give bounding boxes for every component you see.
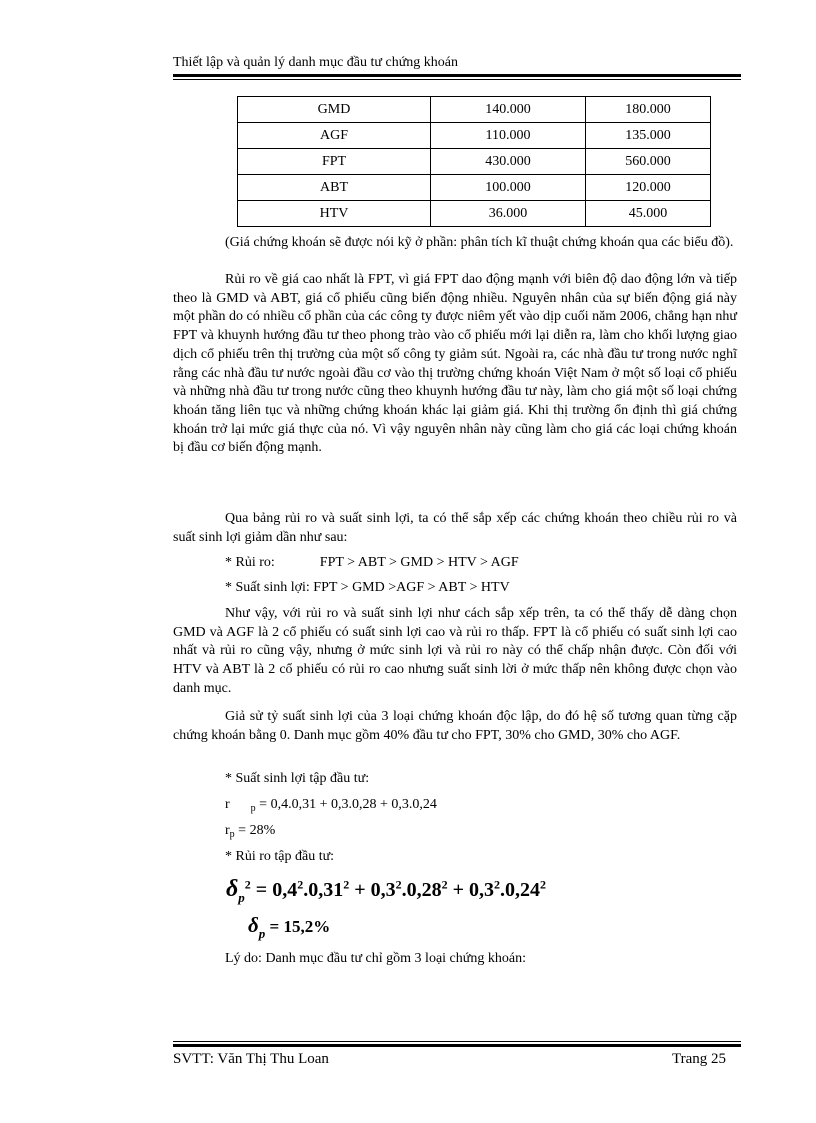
footer-rule-thick — [173, 1044, 741, 1047]
price-table — [237, 96, 711, 227]
stock-code-cell: AGF — [238, 123, 431, 149]
risk-ranking-line — [225, 555, 519, 571]
price-cell: 180.000 — [586, 97, 711, 123]
table-row — [238, 149, 711, 175]
portfolio-return-result: $r_p = 28\%$ — [225, 823, 276, 840]
risk-label: * Rủi ro: — [225, 555, 275, 570]
paragraph-selection: Như vậy, với rủi ro và suất sinh lợi như cách sắp xếp trên, ta có thể thấy dễ dàng chọn GMD và AGF là 2 cổ phiếu có suất sinh lợi cao và rủi ro thấp. FPT là cổ phiếu có suất sinh lợi cao nhất và rủi ro cũng vậy, nhưng ở mức sinh lợi và rủi ro này có thể chấp nhận được. Còn đối với HTV và ABT là 2 cổ phiếu có rủi ro cao nhưng suất sinh lời ở mức thấp nên không được chọn vào danh mục. — [173, 606, 737, 696]
price-cell: 135.000 — [586, 123, 711, 149]
stock-code-cell: GMD — [238, 97, 431, 123]
portfolio-risk-label: * Rủi ro tập đầu tư: — [225, 849, 335, 864]
stock-code-cell: FPT — [238, 149, 431, 175]
price-cell: 45.000 — [586, 201, 711, 227]
price-cell: 110.000 — [431, 123, 586, 149]
price-cell: 120.000 — [586, 175, 711, 201]
stock-code-cell: HTV — [238, 201, 431, 227]
footer-rule-thin — [173, 1041, 741, 1042]
price-cell: 36.000 — [431, 201, 586, 227]
stock-code-cell: ABT — [238, 175, 431, 201]
table-row — [238, 97, 711, 123]
std-dev-formula: $\delta_p = 15,2\%$ — [248, 913, 331, 941]
portfolio-return-formula: r $_p$ = 0,4.0,31 + 0,3.0,28 + 0,3.0,24 — [225, 797, 437, 814]
footer-page-number: Trang 25 — [672, 1051, 727, 1067]
risk-order: FPT > ABT > GMD > HTV > AGF — [319, 555, 519, 570]
price-cell: 100.000 — [431, 175, 586, 201]
reason-line: Lý do: Danh mục đầu tư chỉ gồm 3 loại chứng khoán: — [225, 951, 526, 966]
paragraph-ranking-intro: Qua bảng rủi ro và suất sinh lợi, ta có thể sắp xếp các chứng khoán theo chiều rủi ro và suất sinh lợi giảm dần như sau: — [173, 511, 737, 545]
table-row — [238, 175, 711, 201]
table-row — [238, 201, 711, 227]
header-rule-thick — [173, 74, 741, 77]
portfolio-return-label: * Suất sinh lợi tập đầu tư: — [225, 771, 370, 786]
variance-formula: $\delta_p^2 = 0,4^2.0,31^2 + 0,3^2.0,28^2 + 0,3^2.0,24^2$ — [226, 876, 547, 905]
price-cell: 430.000 — [431, 149, 586, 175]
header-rule-thin — [173, 79, 741, 80]
running-header: Thiết lập và quản lý danh mục đầu tư chứng khoán — [173, 55, 458, 70]
table-row — [238, 123, 711, 149]
price-cell: 140.000 — [431, 97, 586, 123]
paragraph-note: (Giá chứng khoán sẽ được nói kỹ ở phần: phân tích kĩ thuật chứng khoán qua các biểu đồ). — [225, 235, 734, 250]
return-ranking-line: * Suất sinh lợi: FPT > GMD >AGF > ABT > HTV — [225, 580, 510, 595]
footer-author: SVTT: Văn Thị Thu Loan — [173, 1051, 329, 1067]
paragraph-assumption: Giả sử tỷ suất sinh lợi của 3 loại chứng khoán độc lập, do đó hệ số tương quan từng cặp chứng khoán bằng 0. Danh mục gồm 40% đầu tư cho FPT, 30% cho GMD, 30% cho AGF. — [173, 709, 737, 743]
price-cell: 560.000 — [586, 149, 711, 175]
paragraph-risk-analysis: Rủi ro về giá cao nhất là FPT, vì giá FPT dao động mạnh với biên độ dao động lớn và tiếp theo là GMD và ABT, giá cổ phiếu cũng biến động nhiều. Nguyên nhân của sự biến động giá này một phần do có nhiều cổ phần của các công ty được niêm yết vào dịp cuối năm 2006, chẳng hạn như FPT và khuynh hướng đầu tư theo phong trào vào cổ phiếu mới lại diễn ra, làm cho khối lượng giao dịch cổ phiếu trên thị trường của một số công ty giảm sút. Ngoài ra, các nhà đầu tư trong nước nghĩ rằng các nhà đầu tư nước ngoài đầu cơ vào thị trường chứng khoán Việt Nam ở một số loại cổ phiếu và những nhà đầu tư trong nước cũng theo khuynh hướng đầu tư này, làm cho giá một số loại chứng khoán tăng liên tục và những chứng khoán khác lại giảm giá. Khi thị trường ổn định thì giá chứng khoán trở lại mức giá thực của nó. Vì vậy nguyên nhân này cũng làm cho giá các loại chứng khoán bị đầu cơ biến động mạnh. — [173, 272, 737, 456]
